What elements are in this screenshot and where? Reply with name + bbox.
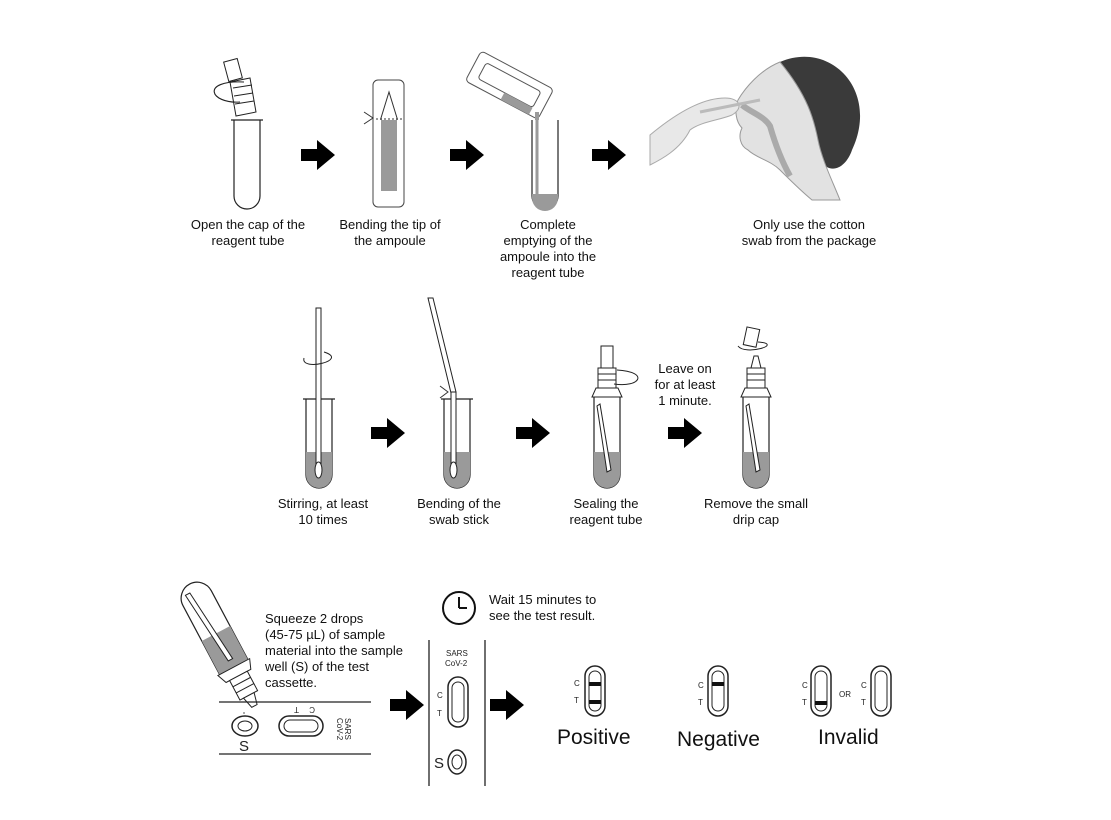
cassette-brand-line2: CoV-2 xyxy=(335,718,344,741)
result-positive-label: Positive xyxy=(557,726,631,749)
caption-wait-note xyxy=(640,361,730,409)
ampoule-emptying-illustration xyxy=(465,51,558,211)
caption-line: Open the cap of the xyxy=(190,217,306,232)
caption-emptying xyxy=(483,217,613,281)
note-line: (45-75 µL) of sample xyxy=(265,627,386,642)
caption-line: swab stick xyxy=(429,512,489,527)
drip-cap-illustration xyxy=(738,327,771,488)
or-label: OR xyxy=(839,690,851,699)
c-label-negative: C xyxy=(698,681,704,690)
bending-swab-illustration xyxy=(428,298,473,488)
sample-well-label: S xyxy=(239,738,250,755)
note-line: see the test result. xyxy=(489,608,596,623)
caption-bending-tip xyxy=(325,217,455,249)
right-arrow-icon xyxy=(668,418,702,448)
right-arrow-icon xyxy=(490,690,524,720)
t-line-label: T xyxy=(294,705,299,714)
stirring-illustration xyxy=(303,308,335,488)
open-cap-illustration xyxy=(214,59,263,209)
caption-cotton-swab xyxy=(727,217,891,249)
wait-instructions xyxy=(489,592,639,624)
caption-line: for at least xyxy=(654,377,716,392)
caption-line: Only use the cotton xyxy=(752,217,865,232)
caption-line: Bending the tip of xyxy=(339,217,441,232)
invalid-result-icon xyxy=(802,666,891,716)
cassette-brand-v1: SARS xyxy=(446,649,468,658)
sealed-tube-illustration xyxy=(592,346,638,488)
t-label-negative: T xyxy=(698,698,703,707)
ampoule-icon xyxy=(364,80,404,207)
t-label-positive: T xyxy=(574,696,579,705)
cap-icon xyxy=(224,59,256,116)
right-arrow-icon xyxy=(301,140,335,170)
face-icon xyxy=(650,57,860,200)
caption-line: Remove the small xyxy=(703,496,809,511)
caption-drip-cap xyxy=(694,496,818,528)
negative-result-icon xyxy=(698,666,728,716)
c-label-invalid2: C xyxy=(861,681,867,690)
caption-line: Stirring, at least xyxy=(277,496,369,511)
note-line: Squeeze 2 drops xyxy=(265,611,364,626)
result-invalid-label: Invalid xyxy=(818,726,879,749)
clock-icon xyxy=(443,592,475,624)
note-line: cassette. xyxy=(265,675,318,690)
cassette-icon xyxy=(219,702,371,755)
right-arrow-icon xyxy=(371,418,405,448)
caption-line: Sealing the xyxy=(573,496,639,511)
note-line: well (S) of the test xyxy=(265,659,370,674)
t-label-invalid2: T xyxy=(861,698,866,707)
caption-stirring xyxy=(259,496,387,528)
cassette-brand-line1: SARS xyxy=(343,718,352,740)
caption-line: reagent tube xyxy=(511,265,585,280)
caption-line: swab from the package xyxy=(741,233,877,248)
note-line: Wait 15 minutes to xyxy=(489,592,597,607)
caption-line: reagent tube xyxy=(211,233,285,248)
test-tube-icon xyxy=(231,120,263,209)
caption-line: Bending of the xyxy=(417,496,501,511)
caption-sealing xyxy=(546,496,666,528)
caption-line: Complete xyxy=(520,217,576,232)
rotate-arrow-icon xyxy=(614,370,638,385)
caption-line: Leave on xyxy=(658,361,712,376)
right-arrow-icon xyxy=(516,418,550,448)
caption-line: the ampoule xyxy=(354,233,426,248)
cassette-brand-v2: CoV-2 xyxy=(445,659,468,668)
swab-icon xyxy=(316,308,321,473)
right-arrow-icon xyxy=(450,140,484,170)
caption-line: emptying of the xyxy=(503,233,593,248)
c-label-invalid1: C xyxy=(802,681,808,690)
note-line: material into the sample xyxy=(265,643,404,658)
caption-line: 1 minute. xyxy=(658,393,712,408)
right-arrow-icon xyxy=(390,690,424,720)
caption-line: reagent tube xyxy=(569,512,643,527)
result-negative-label: Negative xyxy=(677,728,760,751)
caption-open-cap xyxy=(178,217,318,249)
sample-well-label-v: S xyxy=(434,755,445,772)
c-label-positive: C xyxy=(574,679,580,688)
caption-line: drip cap xyxy=(732,512,780,527)
t-line-label-v: T xyxy=(437,709,442,718)
positive-result-icon xyxy=(574,666,605,716)
t-label-invalid1: T xyxy=(802,698,807,707)
caption-line: ampoule into the xyxy=(499,249,597,264)
c-line-label: C xyxy=(309,705,315,714)
caption-line: 10 times xyxy=(298,512,348,527)
caption-bending-swab xyxy=(395,496,523,528)
dropper-tube-illustration xyxy=(174,576,271,715)
squeeze-instructions xyxy=(265,611,425,691)
c-line-label-v: C xyxy=(437,691,443,700)
right-arrow-icon xyxy=(592,140,626,170)
cassette-vertical-icon xyxy=(429,640,485,786)
